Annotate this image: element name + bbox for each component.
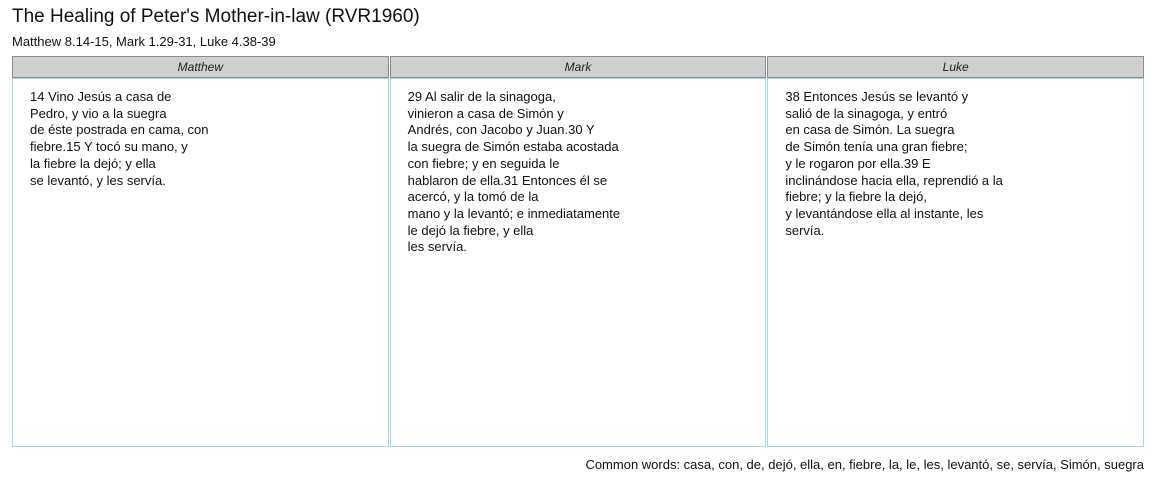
column-text-matthew: 14 Vino Jesús a casa de Pedro, y vio a la suegra de éste postrada en cama, con fiebre.15 Y tocó su mano, y la fiebre la dejó; y ella se levantó, y les servía. [12,78,389,447]
passage-references: Matthew 8.14-15, Mark 1.29-31, Luke 4.38-39 [12,34,276,49]
gospel-columns [12,56,1144,447]
column-luke [767,56,1144,447]
common-words: Common words: casa, con, de, dejó, ella, en, fiebre, la, le, les, levantó, se, servía, Simón, suegra [585,457,1144,472]
column-header-luke: Luke [767,56,1144,78]
page-title: The Healing of Peter's Mother-in-law (RVR1960) [12,6,420,27]
column-text-mark: 29 Al salir de la sinagoga, vinieron a casa de Simón y Andrés, con Jacobo y Juan.30 Y la suegra de Simón estaba acostada con fiebre; y en seguida le hablaron de ella.31 Entonces él se acercó, y la tomó de la mano y la levantó; e inmediatamente le dejó la fiebre, y ella les servía. [390,78,767,447]
column-header-matthew: Matthew [12,56,389,78]
column-mark [390,56,767,447]
column-matthew [12,56,389,447]
column-header-mark: Mark [390,56,767,78]
column-text-luke: 38 Entonces Jesús se levantó y salió de la sinagoga, y entró en casa de Simón. La suegra de Simón tenía una gran fiebre; y le rogaron por ella.39 E inclinándose hacia ella, reprendió a la fiebre; y la fiebre la dejó, y levantándose ella al instante, les servía. [767,78,1144,447]
